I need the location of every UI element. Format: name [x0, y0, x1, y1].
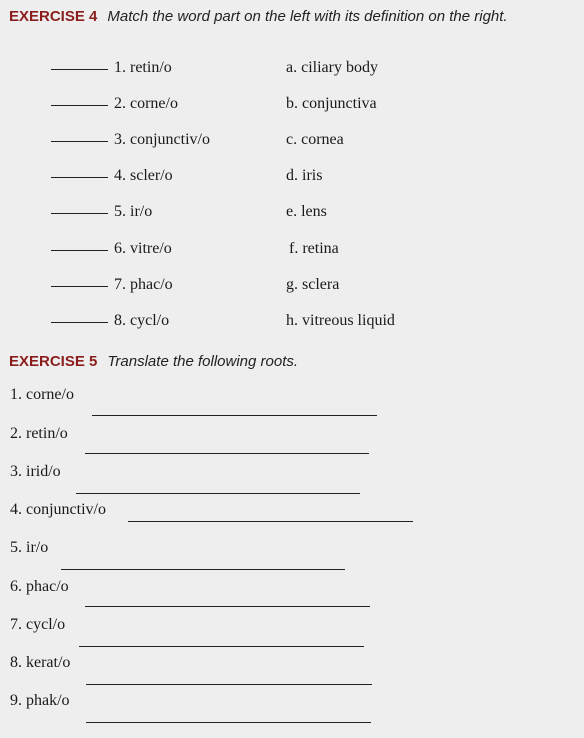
- answer-line[interactable]: [79, 646, 364, 647]
- translation-item: [0, 616, 584, 652]
- answer-blank[interactable]: [51, 286, 108, 287]
- answer-line[interactable]: [92, 415, 377, 416]
- word-part: 1. retin/o: [114, 59, 172, 76]
- root-term: 2. retin/o: [10, 425, 68, 442]
- answer-line[interactable]: [86, 722, 371, 723]
- matching-row: [0, 167, 584, 189]
- answer-blank[interactable]: [51, 322, 108, 323]
- exercise-5-label: EXERCISE 5: [9, 353, 98, 370]
- answer-blank[interactable]: [51, 250, 108, 251]
- answer-line[interactable]: [86, 684, 372, 685]
- root-term: 6. phac/o: [10, 578, 69, 595]
- definition: h. vitreous liquid: [286, 312, 395, 329]
- definition: e. lens: [286, 203, 327, 220]
- word-part: 5. ir/o: [114, 203, 153, 220]
- root-term: 8. kerat/o: [10, 654, 71, 671]
- root-term: 1. corne/o: [10, 386, 74, 403]
- answer-blank[interactable]: [51, 141, 108, 142]
- matching-row: [0, 276, 584, 298]
- matching-row: [0, 59, 584, 81]
- answer-blank[interactable]: [51, 177, 108, 178]
- exercise-4-instruction: Match the word part on the left with its definition on the right.: [107, 8, 508, 25]
- matching-row: [0, 312, 584, 334]
- definition: f. retina: [289, 240, 339, 257]
- matching-row: [0, 203, 584, 225]
- answer-line[interactable]: [128, 521, 413, 522]
- translation-item: [0, 654, 584, 690]
- matching-row: [0, 240, 584, 262]
- translation-item: [0, 578, 584, 614]
- answer-blank[interactable]: [51, 105, 108, 106]
- definition: a. ciliary body: [286, 59, 378, 76]
- exercise-5-instruction: Translate the following roots.: [107, 353, 299, 370]
- word-part: 7. phac/o: [114, 276, 173, 293]
- root-term: 4. conjunctiv/o: [10, 501, 106, 518]
- exercise-4-label: EXERCISE 4: [9, 8, 98, 25]
- root-term: 9. phak/o: [10, 692, 70, 709]
- definition: g. sclera: [286, 276, 340, 293]
- word-part: 4. scler/o: [114, 167, 173, 184]
- answer-line[interactable]: [85, 453, 369, 454]
- answer-blank[interactable]: [51, 69, 108, 70]
- root-term: 7. cycl/o: [10, 616, 66, 633]
- translation-item: [0, 539, 584, 575]
- translation-item: [0, 501, 584, 537]
- exercise-4-header: [9, 8, 508, 25]
- translation-item: [0, 692, 584, 728]
- root-term: 3. irid/o: [10, 463, 61, 480]
- answer-line[interactable]: [61, 569, 345, 570]
- word-part: 3. conjunctiv/o: [114, 131, 210, 148]
- answer-line[interactable]: [76, 493, 360, 494]
- answer-line[interactable]: [85, 606, 370, 607]
- translation-item: [0, 463, 584, 499]
- exercise-5-header: [9, 353, 298, 370]
- matching-row: [0, 95, 584, 117]
- definition: d. iris: [286, 167, 323, 184]
- answer-blank[interactable]: [51, 213, 108, 214]
- word-part: 8. cycl/o: [114, 312, 170, 329]
- word-part: 6. vitre/o: [114, 240, 172, 257]
- matching-row: [0, 131, 584, 153]
- translation-item: [0, 425, 584, 461]
- root-term: 5. ir/o: [10, 539, 49, 556]
- translation-item: [0, 386, 584, 422]
- definition: c. cornea: [286, 131, 344, 148]
- definition: b. conjunctiva: [286, 95, 377, 112]
- word-part: 2. corne/o: [114, 95, 178, 112]
